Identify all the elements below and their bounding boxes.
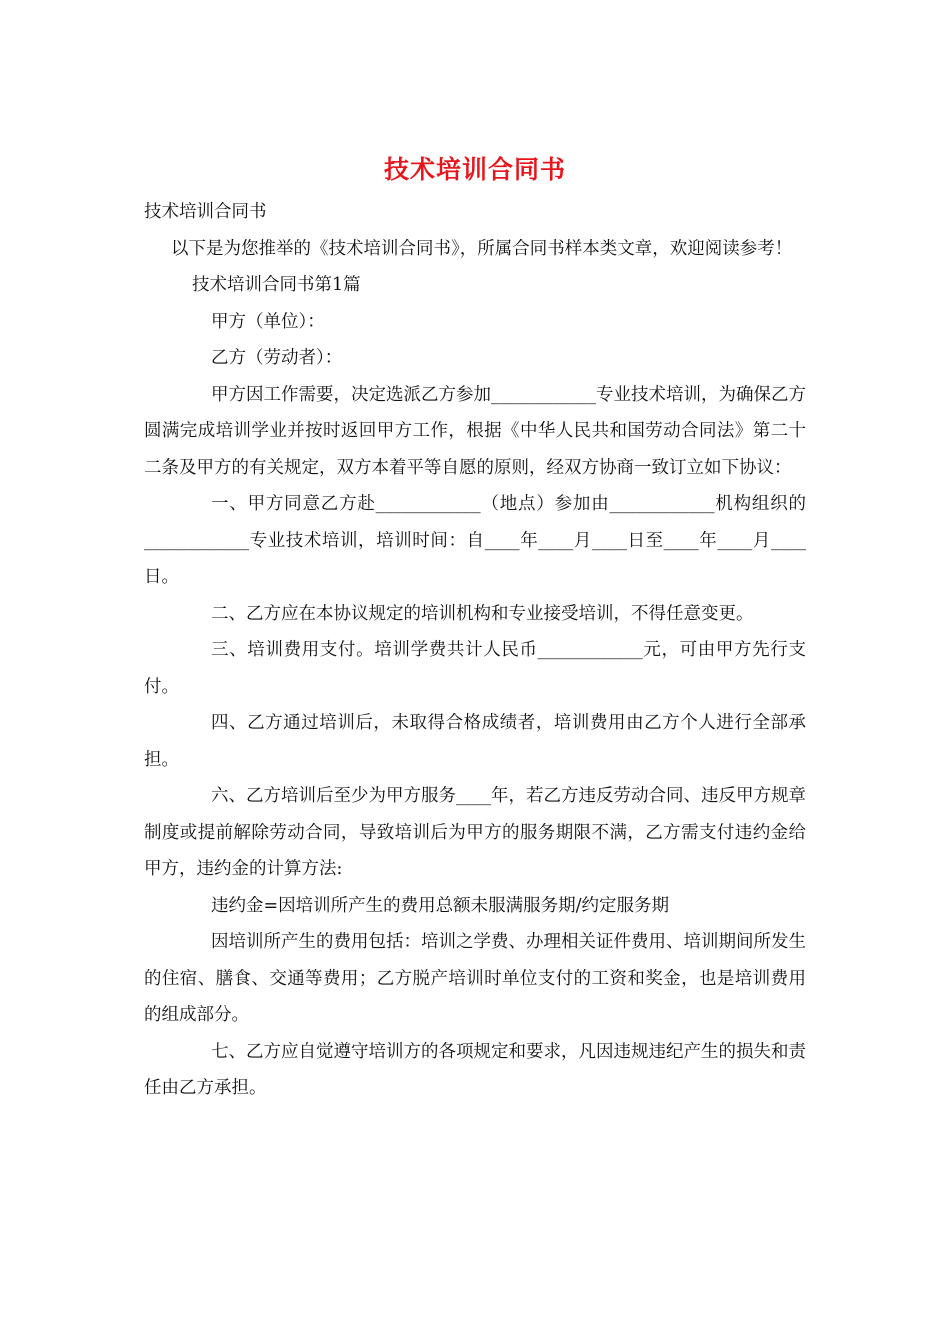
document-title: 技术培训合同书: [383, 155, 566, 184]
paragraph-section-title: 技术培训合同书第1篇: [192, 275, 361, 295]
paragraph-preamble: 甲方因工作需要，决定选派乙方参加____________专业技术培训，为确保乙方圆满完成培训学业并按时返回甲方工作，根据《中华人民共和国劳动合同法》第二十二条及甲方的有关规定，双方本着平等自愿的原则，经双方协商一致订立如下协议：: [144, 384, 806, 478]
paragraph-heading: 技术培训合同书: [144, 202, 267, 222]
paragraph-intro: 以下是为您推举的《技术培训合同书》，所属合同书样本类文章，欢迎阅读参考！: [171, 238, 793, 259]
paragraph-clause-1: 一、甲方同意乙方赴____________（地点）参加由____________机构组织的____________专业技术培训，培训时间：自____年____月____日至____年____月____日。: [144, 494, 806, 587]
paragraph-party-b: 乙方（劳动者）：: [211, 348, 343, 368]
paragraph-cost-items: 因培训所产生的费用包括：培训之学费、办理相关证件费用、培训期间所发生的住宿、膳食、交通等费用；乙方脱产培训时单位支付的工资和奖金，也是培训费用的组成部分。: [144, 932, 806, 1025]
paragraph-party-a: 甲方（单位）：: [211, 311, 325, 332]
paragraph-clause-4: 四、乙方通过培训后，未取得合格成绩者，培训费用由乙方个人进行全部承担。: [144, 713, 806, 770]
paragraph-clause-2: 二、乙方应在本协议规定的培训机构和专业接受培训，不得任意变更。: [211, 603, 754, 624]
paragraph-clause-7: 七、乙方应自觉遵守培训方的各项规定和要求，凡因违规违纪产生的损失和责任由乙方承担。: [144, 1041, 806, 1098]
paragraph-clause-3: 三、培训费用支付。培训学费共计人民币____________元，可由甲方先行支付。: [144, 640, 806, 697]
paragraph-penalty-formula: 违约金=因培训所产生的费用总额未服满服务期/约定服务期: [211, 895, 670, 916]
paragraph-clause-6: 六、乙方培训后至少为甲方服务____年，若乙方违反劳动合同、违反甲方规章制度或提前解除劳动合同，导致培训后为甲方的服务期限不满，乙方需支付违约金给甲方，违约金的计算方法:: [144, 786, 806, 879]
document-body: [144, 194, 806, 1107]
